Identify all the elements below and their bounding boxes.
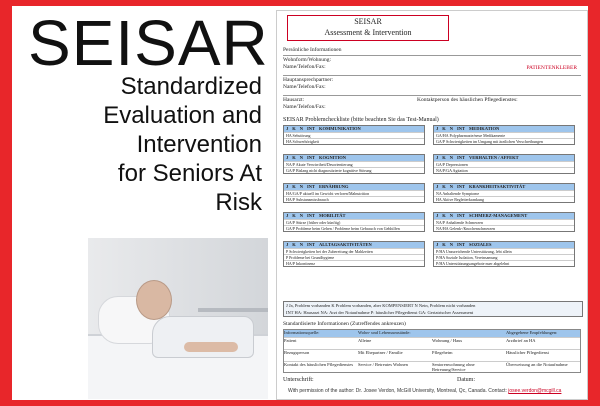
column-header: N bbox=[299, 242, 304, 247]
column-header: N bbox=[299, 213, 304, 218]
column-header: J bbox=[436, 184, 439, 189]
checklist-block-title: KRANKHEITSAKTIVITÄT bbox=[469, 184, 526, 189]
field-kontakt: Kontaktperson des häuslichen Pflegedienstes: bbox=[417, 97, 518, 103]
column-header: INT bbox=[457, 242, 466, 247]
column-header: J bbox=[286, 126, 289, 131]
column-header: J bbox=[436, 242, 439, 247]
subtitle-line: Standardized bbox=[120, 73, 262, 100]
date-label: Datum: bbox=[457, 377, 475, 383]
checklist-row[interactable]: GA/HA Polypharmazie/neue Medikamente bbox=[434, 132, 574, 138]
credit-line bbox=[288, 388, 561, 394]
right-red-bar bbox=[588, 6, 594, 400]
column-header: N bbox=[299, 126, 304, 131]
checklist-block bbox=[433, 212, 575, 232]
checklist-row[interactable]: HA/P Substanzmissbrauch bbox=[284, 196, 424, 202]
field-hauptansprech: Hauptansprechpartner: bbox=[283, 77, 334, 83]
subtitle-line: Evaluation and bbox=[103, 102, 262, 129]
subtitle-line: Intervention bbox=[136, 131, 262, 158]
column-header: K bbox=[442, 155, 446, 160]
seisar-form-document bbox=[276, 10, 588, 400]
checklist-block bbox=[283, 154, 425, 174]
table-cell: Seniorenwohnung ohne Betreuung/Service bbox=[432, 362, 475, 372]
patient-head bbox=[136, 280, 172, 320]
divider bbox=[283, 55, 581, 56]
checklist-row[interactable]: P/HA Unterstützungsangebote nuer abgelehnt bbox=[434, 260, 574, 266]
column-header: N bbox=[299, 155, 304, 160]
checklist-block bbox=[433, 125, 575, 145]
credit-text: With permission of the author: Dr. Josee Verdon, McGill University, Montreal, Qc, Canada. Contact: bbox=[288, 388, 509, 394]
field-name2: Name/Telefon/Fax: bbox=[283, 84, 326, 90]
checklist-row[interactable]: NA Anhaltende Symptome bbox=[434, 190, 574, 196]
checklist-row[interactable]: HA/GA/P aktuell im Gewicht verloren/Malnutrition bbox=[284, 190, 424, 196]
checklist-row[interactable]: P/HA Unzureichende Unterstützung, lebt allein bbox=[434, 248, 574, 254]
table-cell: Wohnung / Haus bbox=[432, 338, 463, 343]
checklist-block bbox=[283, 241, 425, 267]
checklist-block-title: MEDIKATION bbox=[469, 126, 500, 131]
checklist-block bbox=[433, 154, 575, 174]
checklist-block bbox=[433, 183, 575, 203]
column-header: K bbox=[442, 184, 446, 189]
column-header: INT bbox=[307, 184, 316, 189]
checklist-block-title: SOZIALES bbox=[469, 242, 492, 247]
checklist-block-title: SCHMERZ-MANAGEMENT bbox=[469, 213, 528, 218]
column-header: J bbox=[286, 213, 289, 218]
column-header: INT bbox=[307, 213, 316, 218]
checklist-block-title: ALLTAGSAKTIVITÄTEN bbox=[319, 242, 372, 247]
checklist-block-title: KOGNITION bbox=[319, 155, 347, 160]
standardized-info-title: Standardisierte Informationen (Zutreffendes ankreuzen) bbox=[283, 321, 406, 327]
checklist-row[interactable]: NA/HA Gelenk-/Knochenschmerzen bbox=[434, 225, 574, 231]
checklist-block bbox=[283, 125, 425, 145]
column-header: J bbox=[286, 184, 289, 189]
table-header-cell: Informationsquelle: bbox=[284, 330, 320, 335]
column-header: J bbox=[436, 155, 439, 160]
signature-label: Unterschrift: bbox=[283, 377, 314, 383]
column-header: N bbox=[449, 184, 454, 189]
column-header: N bbox=[449, 213, 454, 218]
checklist-row[interactable]: GA/P Depressionen bbox=[434, 161, 574, 167]
column-header: K bbox=[292, 184, 296, 189]
column-header: N bbox=[449, 126, 454, 131]
subtitle-line: for Seniors At bbox=[117, 160, 262, 187]
column-header: K bbox=[292, 155, 296, 160]
checklist-row[interactable]: P Schwierigkeiten bei der Zubereitung der Mahlzeiten bbox=[284, 248, 424, 254]
checklist-block bbox=[433, 241, 575, 267]
column-header: INT bbox=[457, 184, 466, 189]
table-cell: Überweisung an die Notaufnahme bbox=[506, 362, 568, 367]
column-header: J bbox=[286, 242, 289, 247]
column-header: N bbox=[449, 155, 454, 160]
column-header: K bbox=[442, 242, 446, 247]
hero-title: SEISAR bbox=[28, 7, 269, 79]
column-header: K bbox=[292, 242, 296, 247]
field-wohnform: Wohnform/Wohnung: bbox=[283, 57, 331, 63]
column-header: INT bbox=[457, 213, 466, 218]
checklist-row[interactable]: P Probleme bei Grundhygiene bbox=[284, 254, 424, 260]
legend-box bbox=[283, 301, 583, 317]
column-header: K bbox=[442, 213, 446, 218]
column-header: INT bbox=[457, 155, 466, 160]
table-cell: Pflegeheim bbox=[432, 350, 453, 355]
form-header-title: SEISAR bbox=[354, 17, 382, 26]
checklist-block-title: MOBILITÄT bbox=[319, 213, 346, 218]
hero-subtitle bbox=[40, 72, 262, 217]
subtitle-line: Risk bbox=[215, 189, 262, 216]
checklist-row[interactable]: HA/P Inkontinenz bbox=[284, 260, 424, 266]
column-header: K bbox=[292, 213, 296, 218]
table-cell: Bezugsperson bbox=[284, 350, 310, 355]
column-header: J bbox=[286, 155, 289, 160]
field-name3: Name/Telefon/Fax: bbox=[283, 104, 326, 110]
checklist-title: SEISAR Problemcheckliste (bitte beachten Sie das Test-Manual) bbox=[283, 117, 439, 123]
column-header: N bbox=[299, 184, 304, 189]
checklist-block bbox=[283, 212, 425, 232]
checklist-row[interactable]: HA Schwerhörigkeit bbox=[284, 138, 424, 144]
checklist-row[interactable]: GA/P Bislang nicht diagnostizierte kognitive Störung bbox=[284, 167, 424, 173]
table-cell: Arztbrief an HA bbox=[506, 338, 536, 343]
section-personal-info: Persönliche Informationen bbox=[283, 47, 342, 53]
checklist-row[interactable]: NA/P Anhaltende Schmerzen bbox=[434, 219, 574, 225]
column-header: K bbox=[292, 126, 296, 131]
field-hausarzt: Hausarzt: bbox=[283, 97, 305, 103]
checklist-block-title: ERNÄHRUNG bbox=[319, 184, 349, 189]
checklist-row[interactable]: NA/P/GA Agitation bbox=[434, 167, 574, 173]
legend-line: J Ja, Problem vorhanden K Problem vorhanden, aber KOMPENSIERT N Nein, Problem nicht vorhanden bbox=[286, 303, 476, 308]
checklist-row[interactable]: GA/P Stürze (früher oder künftig) bbox=[284, 219, 424, 225]
table-row bbox=[284, 361, 580, 373]
form-header bbox=[287, 15, 449, 41]
divider bbox=[283, 95, 581, 96]
column-header: INT bbox=[457, 126, 466, 131]
table-cell: Service / Betreutes Wohnen bbox=[358, 362, 408, 367]
table-header-cell: Abgegebene Empfehlungen: bbox=[506, 330, 558, 335]
divider bbox=[283, 75, 581, 76]
table-cell: Kontakt des häuslichen Pflegedienstes bbox=[284, 362, 354, 367]
checklist-row[interactable]: NA/P Akute Verwirrtheit/Desorientierung bbox=[284, 161, 424, 167]
column-header: J bbox=[436, 213, 439, 218]
table-cell: Mit Ehepartner / Familie bbox=[358, 350, 403, 355]
table-header-row bbox=[284, 330, 580, 337]
table-cell: Alleine bbox=[358, 338, 372, 343]
table-cell: Patient bbox=[284, 338, 297, 343]
checklist-row[interactable]: P/HA Soziale Isolation, Vereinsamung bbox=[434, 254, 574, 260]
legend-line: INT HA: Hausarzt NA: Arzt der Notaufnahme P: häuslicher Pflegedienst GA: Geriatrischer Assessment bbox=[286, 310, 474, 315]
table-row bbox=[284, 349, 580, 361]
table-header-cell: Wohn- und Lebensumstände: bbox=[358, 330, 411, 335]
contact-email-link[interactable]: josee.verdon@mcgill.ca bbox=[508, 388, 562, 394]
column-header: INT bbox=[307, 155, 316, 160]
column-header: N bbox=[449, 242, 454, 247]
checklist-row[interactable]: GA/P Schwierigkeiten im Umgang mit ärztlichen Verschreibungen bbox=[434, 138, 574, 144]
checklist-block-title: KOMMUNIKATION bbox=[319, 126, 361, 131]
table-row bbox=[284, 337, 580, 349]
checklist-block bbox=[283, 183, 425, 203]
standardized-info-table bbox=[283, 329, 581, 373]
field-name: Name/Telefon/Fax: bbox=[283, 64, 326, 70]
column-header: J bbox=[436, 126, 439, 131]
table-header-cell bbox=[432, 330, 506, 337]
column-header: K bbox=[442, 126, 446, 131]
checklist-block-title: VERHALTEN / AFFEKT bbox=[469, 155, 519, 160]
patientenkleber-label: PATIENTENKLEBER bbox=[526, 65, 577, 71]
checklist-row[interactable]: GA/P Probleme beim Gehen / Probleme beim Gebrauch von Gehhilfen bbox=[284, 225, 424, 231]
column-header: INT bbox=[307, 126, 316, 131]
column-header: INT bbox=[307, 242, 316, 247]
patient-in-hospital-bed-photo bbox=[88, 238, 268, 399]
form-header-subtitle: Assessment & Intervention bbox=[324, 28, 412, 37]
bed-rail bbox=[198, 308, 268, 312]
patient-arm bbox=[184, 342, 238, 352]
left-red-bar bbox=[6, 6, 12, 400]
checklist-row[interactable]: HA Aktive Begleiterkrankung bbox=[434, 196, 574, 202]
checklist-row[interactable]: HA Sehstörung bbox=[284, 132, 424, 138]
table-cell: Häuslicher Pflegedienst bbox=[506, 350, 549, 355]
